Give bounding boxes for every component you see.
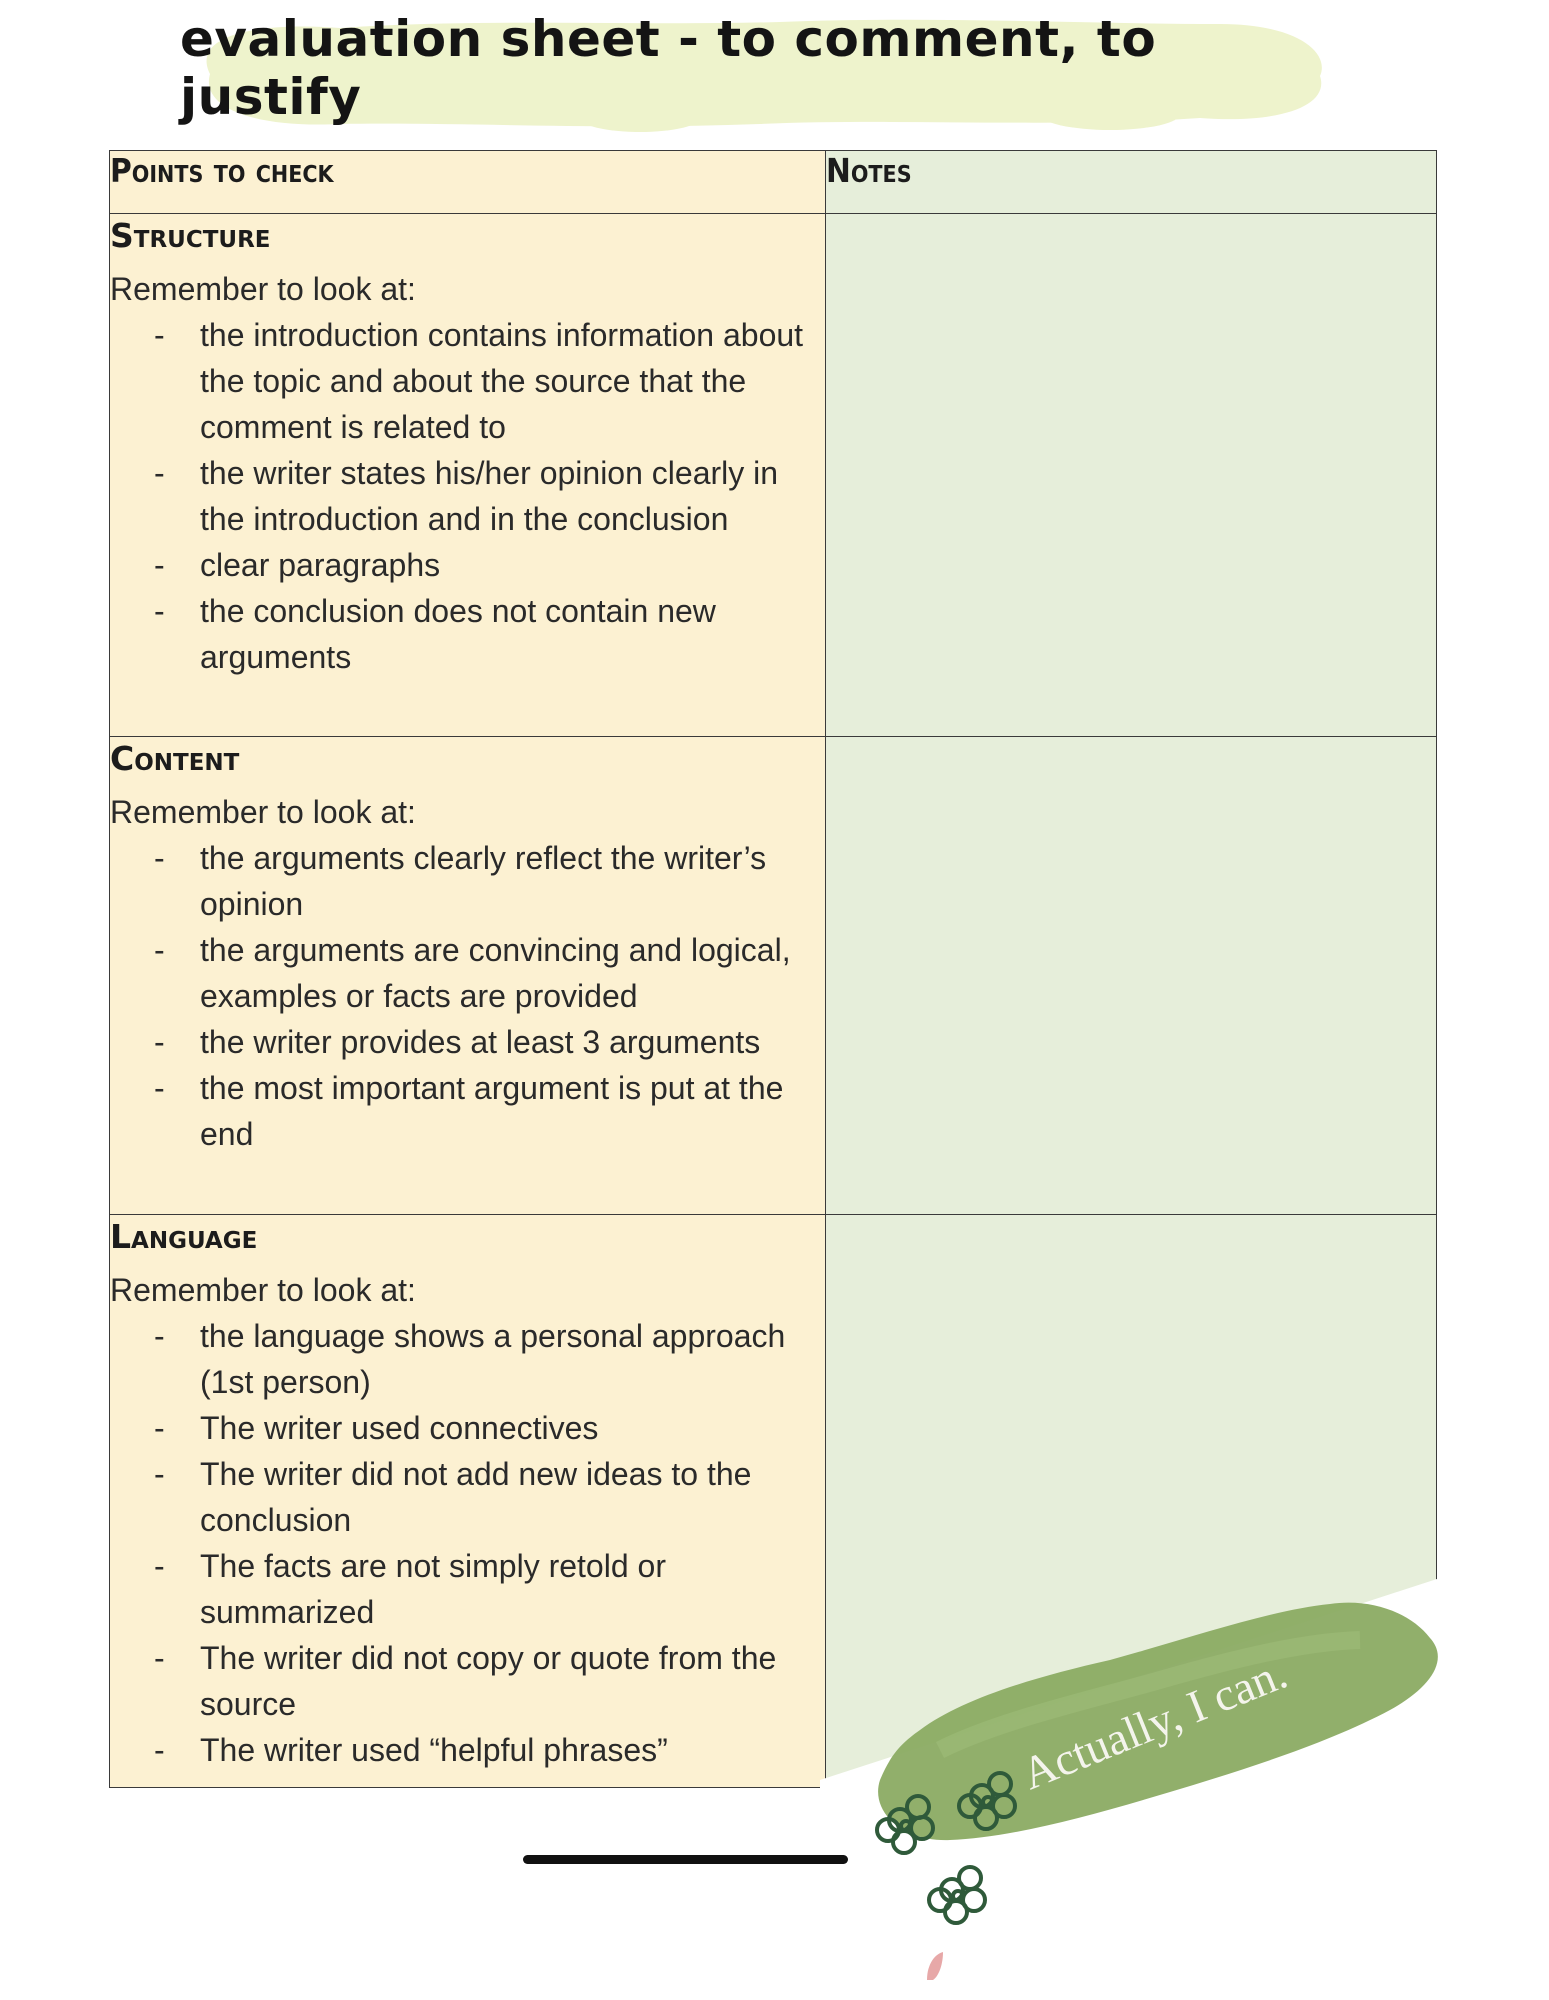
bullet-dash: -	[154, 455, 165, 491]
list-item: - the language shows a personal approach (1st person)	[110, 1313, 825, 1405]
home-indicator-bar[interactable]	[523, 1855, 848, 1864]
checklist	[110, 312, 825, 680]
bullet-dash: -	[154, 317, 165, 353]
table-header-row	[110, 151, 1437, 214]
bullet-dash: -	[154, 1456, 165, 1492]
bullet-dash: -	[154, 1410, 165, 1446]
list-item: - the most important argument is put at the end	[110, 1065, 825, 1157]
list-item: - The facts are not simply retold or summarized	[110, 1543, 825, 1635]
bullet-dash: -	[154, 1640, 165, 1676]
structure-notes-cell[interactable]	[826, 214, 1437, 737]
list-item: - the arguments clearly reflect the writer’s opinion	[110, 835, 825, 927]
bullet-dash: -	[154, 547, 165, 583]
bullet-dash: -	[154, 1732, 165, 1768]
section-heading-content: Content	[110, 739, 240, 778]
structure-points-cell	[110, 214, 826, 737]
sticker-text: Actually, I can.	[1014, 1646, 1294, 1800]
list-item: - The writer used connectives	[110, 1405, 825, 1451]
bullet-dash: -	[154, 1024, 165, 1060]
pink-petal-icon	[925, 1950, 945, 1980]
section-heading-structure: Structure	[110, 216, 271, 255]
list-item: - the writer provides at least 3 arguments	[110, 1019, 825, 1065]
actually-i-can-sticker	[830, 1560, 1470, 1940]
list-item: - clear paragraphs	[110, 542, 825, 588]
section-intro: Remember to look at:	[110, 1272, 416, 1308]
bullet-dash: -	[154, 932, 165, 968]
bullet-dash: -	[154, 593, 165, 629]
list-item: - the introduction contains information about the topic and about the source that the comment is related to	[110, 312, 825, 450]
section-intro: Remember to look at:	[110, 271, 416, 307]
language-points-cell	[110, 1215, 826, 1788]
list-item: - The writer did not add new ideas to the conclusion	[110, 1451, 825, 1543]
table-row	[110, 214, 1437, 737]
bullet-dash: -	[154, 1548, 165, 1584]
checklist	[110, 835, 825, 1157]
bullet-dash: -	[154, 1318, 165, 1354]
header-notes: Notes	[826, 151, 1437, 214]
list-item: - the arguments are convincing and logical, examples or facts are provided	[110, 927, 825, 1019]
section-intro: Remember to look at:	[110, 794, 416, 830]
bullet-dash: -	[154, 1070, 165, 1106]
page-title: evaluation sheet - to comment, to justify	[180, 10, 1157, 126]
table-row	[110, 737, 1437, 1215]
flower-icon	[929, 1867, 985, 1923]
section-heading-language: Language	[110, 1217, 258, 1256]
content-notes-cell[interactable]	[826, 737, 1437, 1215]
bullet-dash: -	[154, 840, 165, 876]
list-item: - the conclusion does not contain new arguments	[110, 588, 825, 680]
content-points-cell	[110, 737, 826, 1215]
list-item: - The writer used “helpful phrases”	[110, 1727, 825, 1773]
evaluation-table	[109, 150, 1437, 1788]
checklist	[110, 1313, 825, 1773]
list-item: - the writer states his/her opinion clearly in the introduction and in the conclusion	[110, 450, 825, 542]
header-points: Points to check	[110, 151, 826, 214]
list-item: - The writer did not copy or quote from the source	[110, 1635, 825, 1727]
